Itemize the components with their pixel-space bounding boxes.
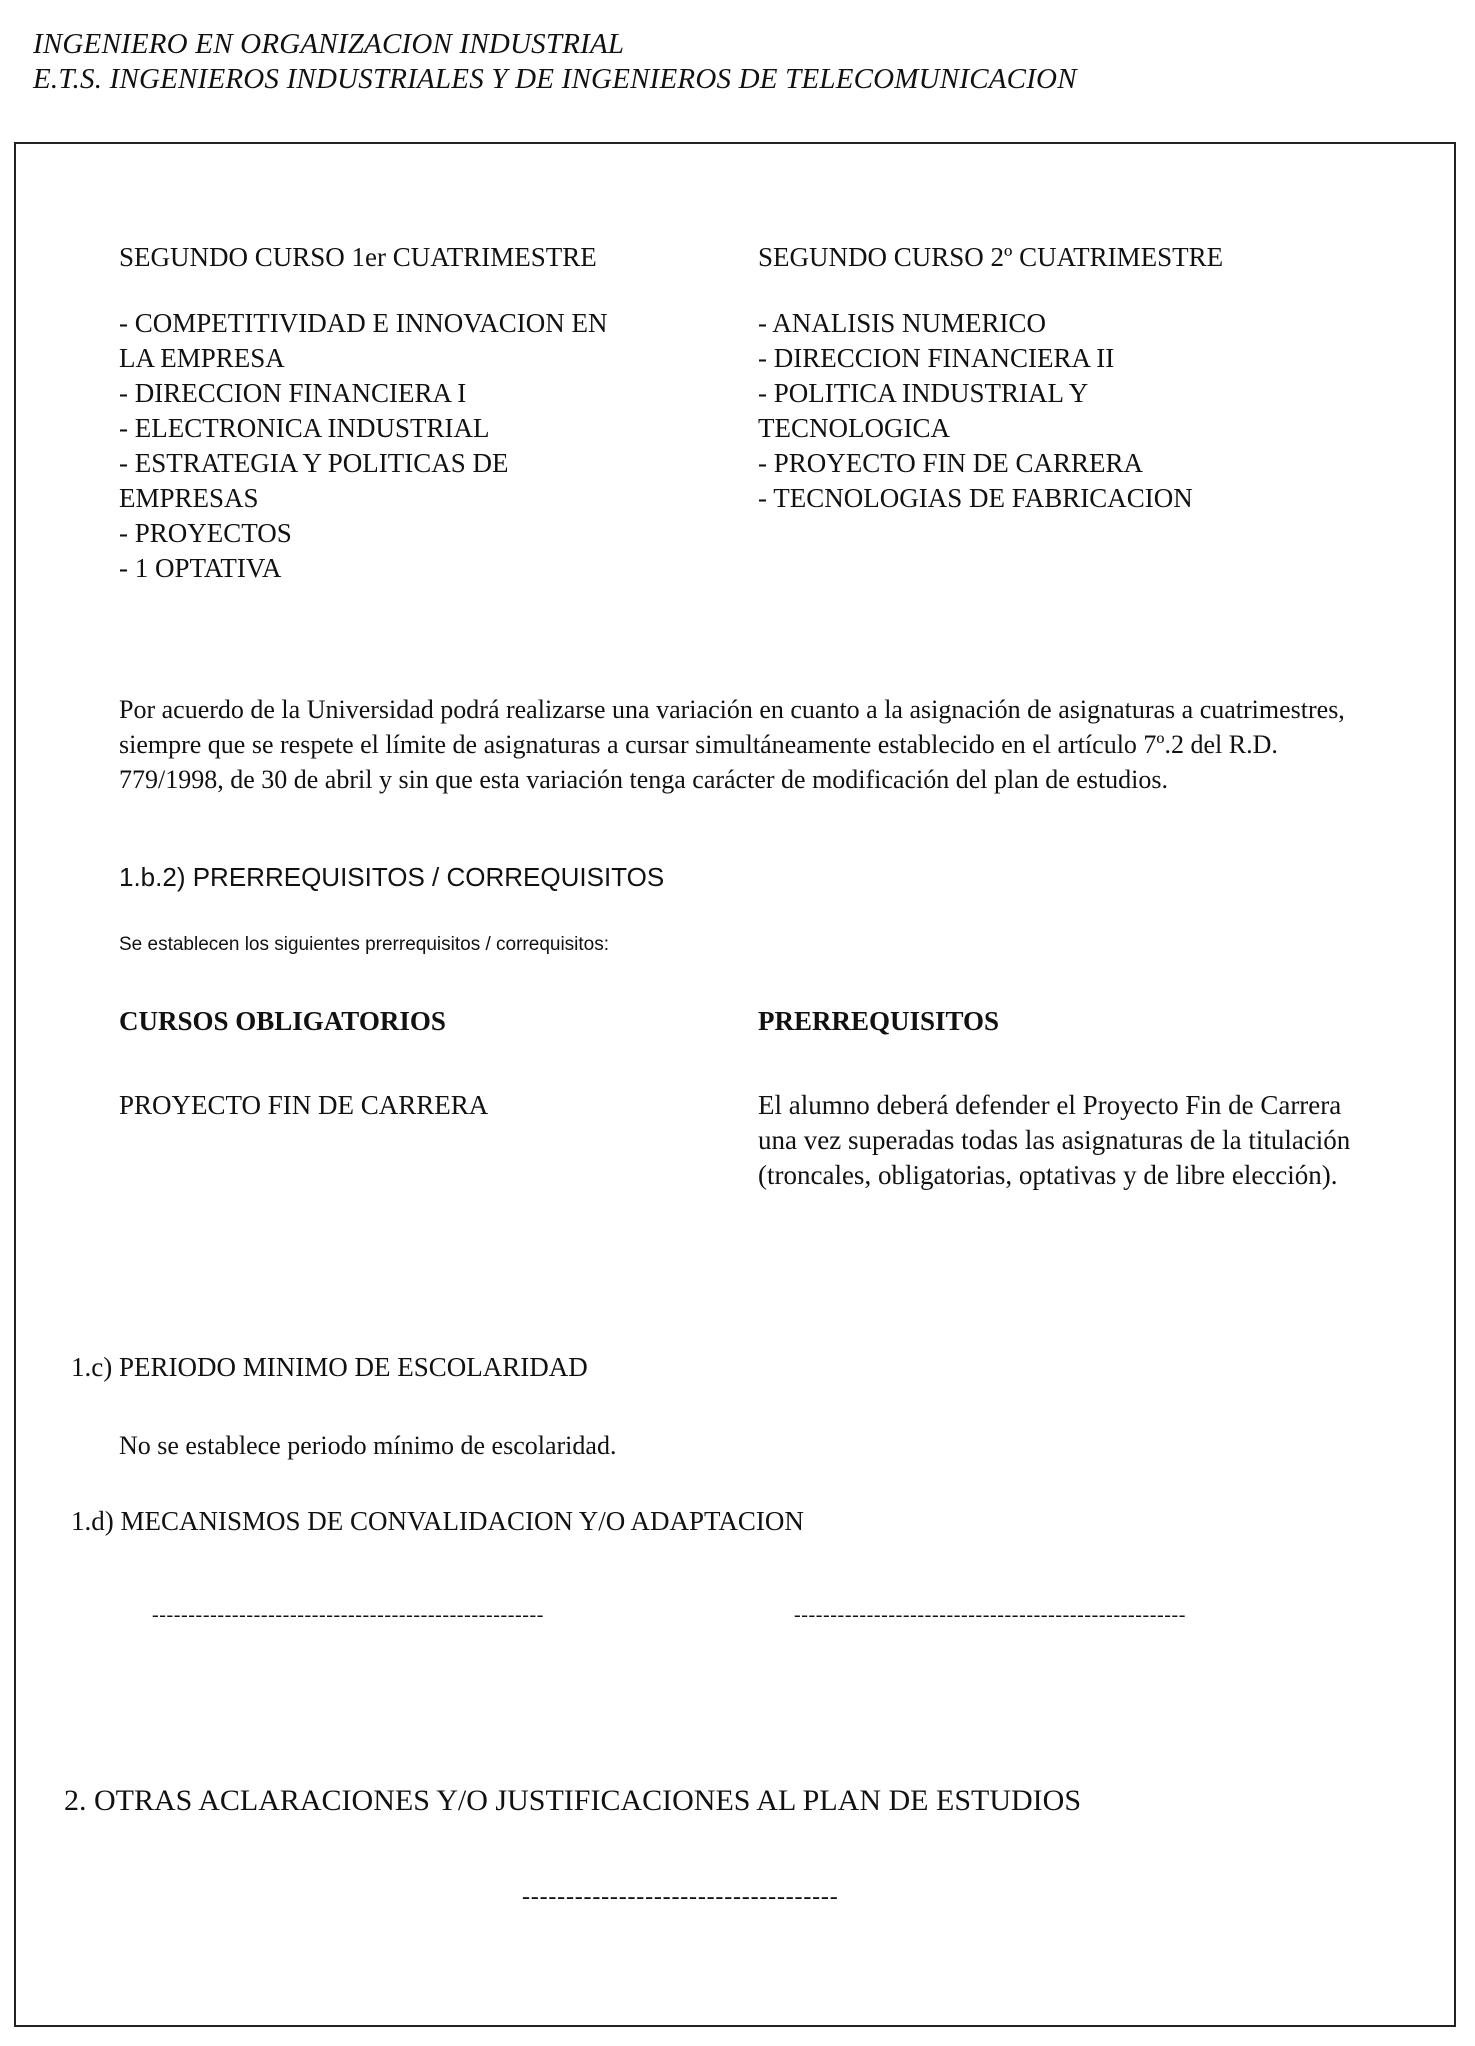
list-item: - PROYECTOS — [119, 518, 292, 548]
prereq-heading: 1.b.2) PRERREQUISITOS / CORREQUISITOS — [119, 862, 665, 892]
prerequisite-description: El alumno deberá defender el Proyecto Fin de Carrera una vez superadas todas las asignaturas de la titulación (troncales, obligatorias, optativas y de libre elección). — [758, 1090, 1351, 1190]
right-course-list — [758, 306, 1193, 516]
list-item: - 1 OPTATIVA — [119, 553, 282, 583]
dashed-line-right: ------------------------------------------------------ — [794, 1604, 1187, 1626]
list-item: - ELECTRONICA INDUSTRIAL — [119, 413, 490, 443]
list-item: TECNOLOGICA — [758, 413, 950, 443]
mecanismos-heading: 1.d) MECANISMOS DE CONVALIDACION Y/O ADAPTACION — [71, 1506, 804, 1536]
dashed-line-left: ------------------------------------------------------ — [152, 1604, 545, 1626]
periodo-text: No se establece periodo mínimo de escolaridad. — [119, 1431, 617, 1460]
right-semester-title: SEGUNDO CURSO 2º CUATRIMESTRE — [758, 242, 1224, 272]
course-name: PROYECTO FIN DE CARRERA — [119, 1090, 489, 1120]
left-semester-title: SEGUNDO CURSO 1er CUATRIMESTRE — [119, 242, 597, 272]
list-item: - COMPETITIVIDAD E INNOVACION EN — [119, 308, 608, 338]
list-item: - DIRECCION FINANCIERA I — [119, 378, 467, 408]
header-title: INGENIERO EN ORGANIZACION INDUSTRIAL — [33, 28, 625, 60]
list-item: - ESTRATEGIA Y POLITICAS DE — [119, 448, 509, 478]
list-item: - TECNOLOGIAS DE FABRICACION — [758, 483, 1193, 513]
list-item: EMPRESAS — [119, 483, 259, 513]
list-item: - PROYECTO FIN DE CARRERA — [758, 448, 1144, 478]
mandatory-courses-header: CURSOS OBLIGATORIOS — [119, 1006, 446, 1036]
prereq-intro: Se establecen los siguientes prerrequisitos / correquisitos: — [119, 934, 610, 955]
dashed-line-center: ------------------------------------ — [522, 1884, 839, 1910]
prerequisites-header: PRERREQUISITOS — [758, 1006, 1000, 1036]
variation-paragraph: Por acuerdo de la Universidad podrá realizarse una variación en cuanto a la asignación de asignaturas a cuatrimestres, siempre que se respete el límite de asignaturas a cursar simultáneamente establecido en el artículo 7º.2 del R.D. 779/1998, de 30 de abril y sin que esta variación tenga carácter de modificación del plan de estudios. — [119, 695, 1345, 794]
document-frame — [14, 142, 1456, 2027]
left-course-list — [119, 306, 607, 586]
list-item: - POLITICA INDUSTRIAL Y — [758, 378, 1089, 408]
periodo-heading: 1.c) PERIODO MINIMO DE ESCOLARIDAD — [71, 1352, 588, 1382]
list-item: - DIRECCION FINANCIERA II — [758, 343, 1115, 373]
list-item: - ANALISIS NUMERICO — [758, 308, 1047, 338]
header-subtitle: E.T.S. INGENIEROS INDUSTRIALES Y DE INGENIEROS DE TELECOMUNICACION — [33, 63, 1077, 95]
list-item: LA EMPRESA — [119, 343, 285, 373]
otras-heading: 2. OTRAS ACLARACIONES Y/O JUSTIFICACIONES AL PLAN DE ESTUDIOS — [64, 1784, 1082, 1817]
